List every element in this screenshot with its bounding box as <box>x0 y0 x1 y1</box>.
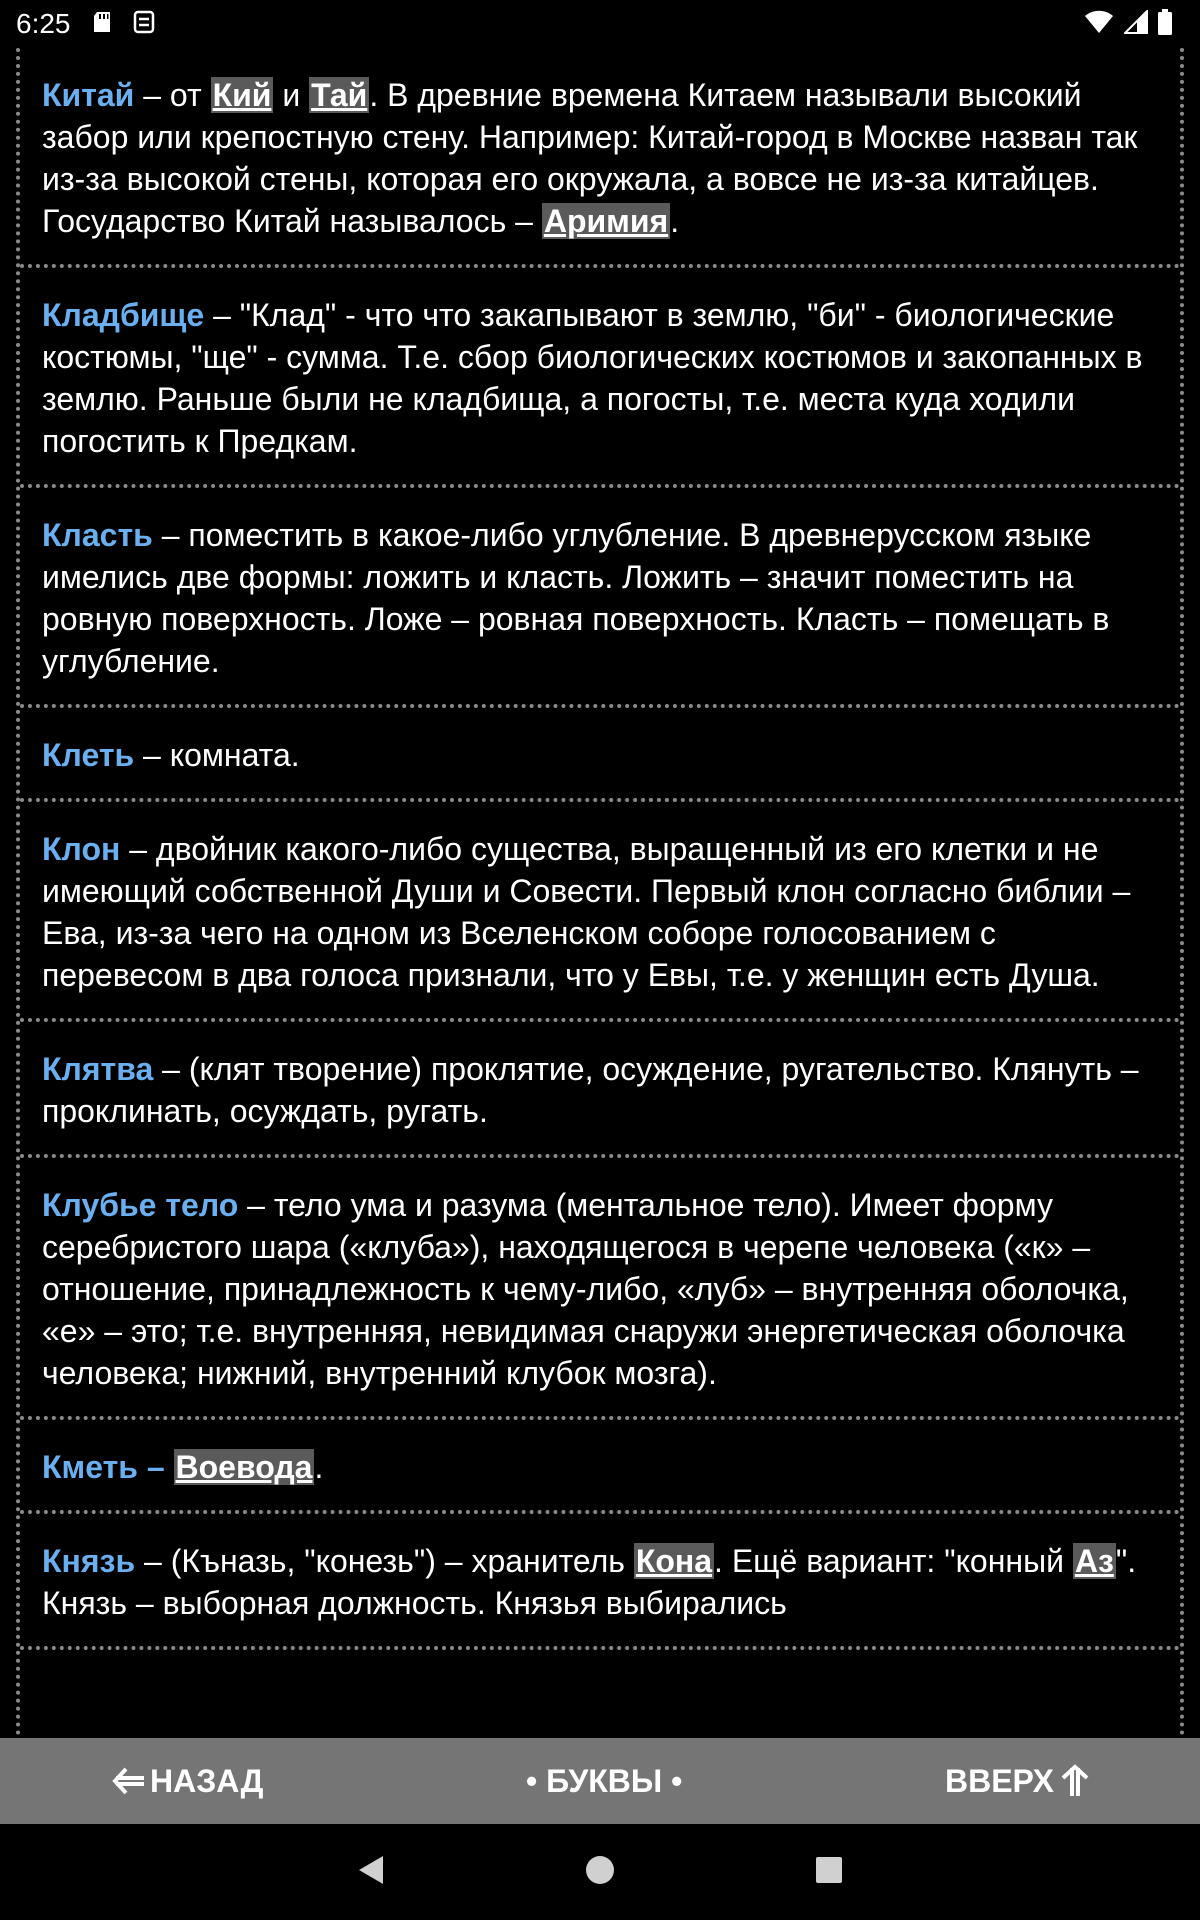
entry-text: – тело ума и разума (ментальное тело). Имеет форму серебристого шара («клуба»), находящегося в черепе человека («к» – отношение, принадлежность к чему-либо, «луб» – внутренняя оболочка, «е» – это; т.е. внутренняя, невидимая снаружи энергетическая оболочка человека; нижний, внутренний клубок мозга). <box>42 1187 1129 1391</box>
entry-text: . В древние времена Китаем называли высокий забор или крепостную стену. Например: Китай-город в Москве назван так из-за высокой стены, которая его окружала, а вовсе не из-за китайцев. Государство Китай называлось – <box>42 77 1138 239</box>
letters-button[interactable] <box>526 1763 682 1800</box>
dictionary-entry <box>20 1420 1180 1514</box>
dictionary-entry <box>20 802 1180 1022</box>
entry-term: Класть <box>42 517 153 553</box>
wifi-icon <box>1084 10 1114 39</box>
entry-text: – комната. <box>134 737 300 773</box>
bottom-nav <box>0 1738 1200 1824</box>
entry-text: – (клят творение) проклятие, осуждение, ругательство. Клянуть – проклинать, осуждать, ругать. <box>42 1051 1139 1129</box>
dictionary-entry <box>20 1022 1180 1158</box>
dictionary-entry <box>20 48 1180 268</box>
term-link[interactable]: Кий <box>212 77 272 113</box>
up-button[interactable] <box>945 1763 1200 1800</box>
term-link[interactable]: Аримия <box>543 203 669 239</box>
entry-term: Клубье тело <box>42 1187 239 1223</box>
entry-list <box>20 48 1180 1650</box>
sd-card-icon <box>93 11 111 38</box>
term-link[interactable]: Аз <box>1074 1543 1114 1579</box>
battery-icon <box>1158 9 1172 40</box>
entry-term: Кладбище <box>42 297 205 333</box>
entry-text: . Ещё вариант: "конный <box>714 1543 1073 1579</box>
dictionary-entry <box>20 708 1180 802</box>
up-label: ВВЕРХ <box>944 1762 1054 1799</box>
signal-icon <box>1124 10 1148 39</box>
back-button[interactable] <box>0 1763 263 1800</box>
back-label: НАЗАД <box>150 1762 264 1799</box>
back-triangle-icon[interactable] <box>354 1853 388 1892</box>
entry-text: – двойник какого-либо существа, выращенный из его клетки и не имеющий собственной Души и Совести. Первый клон согласно библии – Ева, из-за чего на одном из Вселенском соборе голосованием с перевесом в два голоса признали, что у Евы, т.е. у женщин есть Душа. <box>42 831 1131 993</box>
status-bar <box>0 0 1200 48</box>
entry-text: ". Князь – выборная должность. Князья выбирались <box>42 1543 1137 1621</box>
entry-text: – от <box>134 77 211 113</box>
entry-text: . <box>314 1449 324 1485</box>
arrow-up-icon <box>1060 1764 1090 1798</box>
entry-text: . <box>670 203 680 239</box>
arrow-left-icon <box>112 1766 146 1796</box>
entry-term: Китай <box>42 77 135 113</box>
dictionary-entry <box>20 1158 1180 1420</box>
system-nav-bar <box>0 1824 1200 1920</box>
entry-term: Князь <box>42 1543 136 1579</box>
term-link[interactable]: Воевода <box>175 1449 313 1485</box>
letters-label: • БУКВЫ • <box>526 1762 683 1799</box>
term-link[interactable]: Кона <box>635 1543 713 1579</box>
recents-square-icon[interactable] <box>812 1853 846 1892</box>
entry-term: Кметь – <box>42 1449 165 1485</box>
entry-term: Клон <box>42 831 121 867</box>
entry-term: Клеть <box>42 737 135 773</box>
sync-icon <box>133 10 155 39</box>
dictionary-entry <box>20 1514 1180 1650</box>
entry-text: и <box>273 77 310 113</box>
dictionary-entry <box>20 268 1180 488</box>
entry-term: Клятва <box>42 1051 154 1087</box>
status-icons <box>1084 9 1172 40</box>
home-circle-icon[interactable] <box>583 1853 617 1892</box>
entry-text <box>165 1449 174 1485</box>
entry-text: – "Клад" - что что закапывают в землю, "би" - биологические костюмы, "ще" - сумма. Т.е. сбор биологических костюмов и закопанных в землю. Раньше были не кладбища, а погосты, т.е. места куда ходили погостить к Предкам. <box>42 297 1143 459</box>
entry-text: – (Къназь, "конезь") – хранитель <box>135 1543 634 1579</box>
term-link[interactable]: Тай <box>311 77 368 113</box>
dictionary-content[interactable] <box>0 48 1200 1738</box>
entry-text: – поместить в какое-либо углубление. В древнерусском языке имелись две формы: ложить и класть. Ложить – значит поместить на ровную поверхность. Ложе – ровная поверхность. Класть – помещать в углубление. <box>42 517 1110 679</box>
status-time: 6:25 <box>16 8 71 39</box>
dictionary-entry <box>20 488 1180 708</box>
